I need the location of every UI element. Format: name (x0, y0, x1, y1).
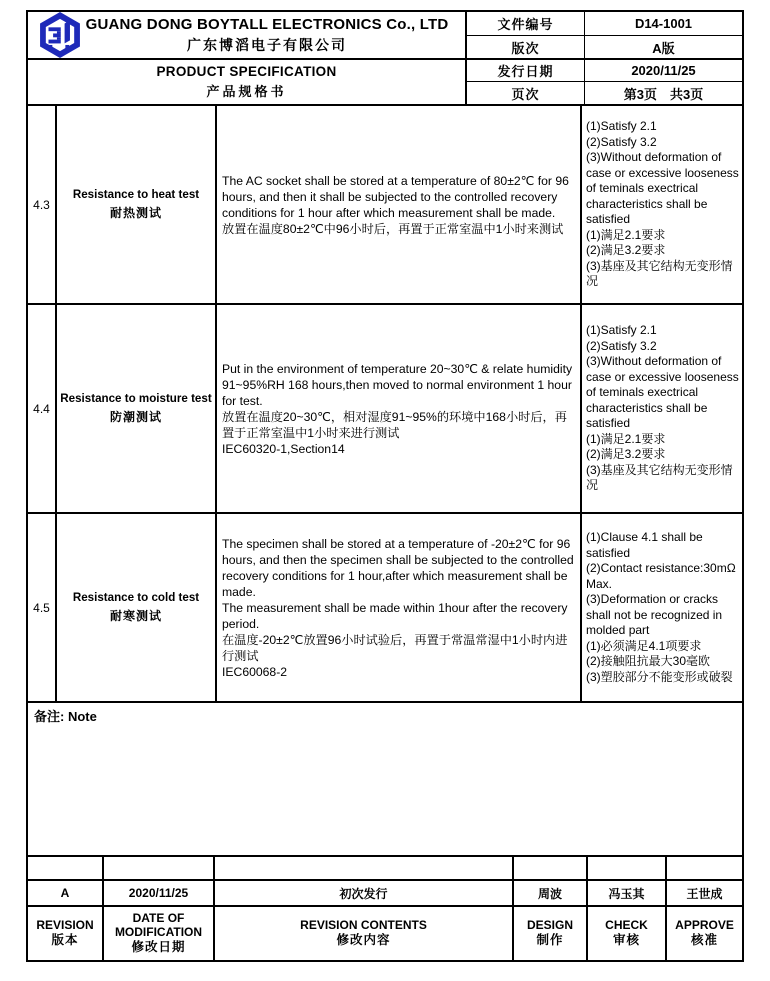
criteria-line: (1)满足2.1要求 (586, 431, 666, 446)
test-name-cn: 耐寒测试 (109, 609, 162, 623)
test-name-cn: 防潮测试 (109, 410, 162, 424)
criteria-line: (3)Deformation or cracks shall not be recognized in molded part (586, 592, 723, 637)
test-no: 4.5 (28, 512, 55, 701)
revision-cell (665, 857, 742, 879)
criteria-line: (1)Clause 4.1 shall be satisfied (586, 530, 703, 560)
revision-header-date (102, 905, 213, 960)
revision-cell (512, 857, 586, 879)
criteria-line: (3)Without deformation of case or excessive looseness of teminals exectrical characteristics shall be satisfied (586, 354, 739, 431)
test-description (215, 512, 580, 701)
criteria-line: (1)Satisfy 2.1 (586, 119, 657, 134)
criteria-line: (3)基座及其它结构无变形情况 (586, 462, 733, 493)
test-criteria (580, 106, 742, 303)
test-name-en: Resistance to moisture test (60, 392, 212, 405)
document-title-en: PRODUCT SPECIFICATION (156, 64, 337, 79)
revision-header-en: DESIGN (526, 917, 573, 932)
test-description (215, 303, 580, 512)
revision-contents: 初次发行 (213, 879, 512, 905)
document-frame (26, 10, 744, 962)
revision-table (28, 857, 742, 960)
revision-cell (102, 857, 213, 879)
test-name (55, 512, 215, 701)
company-logo-icon (37, 12, 83, 58)
field-label-page-number: 页次 (465, 81, 584, 104)
document-title-cn: 产品规格书 (206, 84, 287, 99)
document-header (28, 12, 742, 106)
description-line: The measurement shall be made within 1hour after the recovery period. (222, 600, 568, 631)
revision-header-check (586, 905, 665, 960)
revision-design: 周波 (512, 879, 586, 905)
field-value-page-number: 第3页 共3页 (584, 81, 742, 104)
company-block (28, 12, 465, 58)
test-description (215, 106, 580, 303)
revision-cell (213, 857, 512, 879)
revision-header-approve (665, 905, 742, 960)
document-title-block (28, 58, 465, 104)
revision-check: 冯玉其 (586, 879, 665, 905)
field-label-issue-date: 发行日期 (465, 58, 584, 81)
criteria-line: (1)Satisfy 2.1 (586, 323, 657, 338)
test-name (55, 303, 215, 512)
criteria-line: (3)基座及其它结构无变形情况 (586, 258, 733, 289)
revision-header-cn: 核准 (690, 933, 718, 948)
criteria-line: (1)必须满足4.1项要求 (586, 638, 702, 653)
criteria-line: (2)Contact resistance:30mΩ Max. (586, 561, 736, 591)
criteria-line: (1)满足2.1要求 (586, 227, 666, 242)
criteria-line: (2)接触阻抗最大30毫欧 (586, 654, 711, 668)
test-no: 4.4 (28, 303, 55, 512)
revision-header-contents (213, 905, 512, 960)
criteria-line: (2)满足3.2要求 (586, 243, 666, 258)
test-no: 4.3 (33, 197, 50, 212)
field-label-edition: 版次 (465, 35, 584, 58)
test-name (55, 106, 215, 303)
test-criteria (580, 512, 742, 701)
test-name-en: Resistance to heat test (72, 188, 200, 201)
description-line: IEC60320-1,Section14 (222, 441, 345, 456)
revision-header-design (512, 905, 586, 960)
description-line: 放置在温度20~30℃，相对湿度91~95%的环境中168小时后，再置于正常室温中1小时来进行测试 (222, 409, 567, 440)
company-name-cn: 广东博滔电子有限公司 (187, 36, 347, 53)
criteria-line: (3)Without deformation of case or excessive looseness of teminals exectrical characteristics shall be satisfied (586, 150, 739, 227)
revision-cell (586, 857, 665, 879)
criteria-line: (2)Satisfy 3.2 (586, 134, 657, 149)
note-section (28, 703, 742, 857)
criteria-line: (2)满足3.2要求 (586, 447, 666, 462)
field-value-issue-date: 2020/11/25 (584, 58, 742, 81)
test-criteria (580, 303, 742, 512)
test-name-cn: 耐热测试 (109, 206, 162, 220)
revision-header-cn: 审核 (612, 933, 640, 948)
revision-header-revision (28, 905, 102, 960)
cube-logo-svg (37, 12, 83, 58)
revision-header-cn: 修改内容 (336, 933, 391, 948)
revision-date: 2020/11/25 (102, 879, 213, 905)
revision-rev: A (28, 879, 102, 905)
criteria-line: (2)Satisfy 3.2 (586, 338, 657, 353)
description-line: IEC60068-2 (222, 664, 288, 679)
revision-header-cn: 版本 (51, 933, 79, 948)
field-label-doc-number: 文件编号 (465, 12, 584, 35)
revision-approve: 王世成 (665, 879, 742, 905)
description-line: Put in the environment of temperature 20~30℃ & relate humidity 91~95%RH 168 hours,then moved to normal environment 1 hour for test. (222, 361, 573, 408)
field-value-edition: A版 (584, 35, 742, 58)
revision-header-cn: 制作 (536, 933, 564, 948)
description-line: 在温度-20±2℃放置96小时试验后，再置于常温常湿中1小时内进行测试 (222, 632, 568, 663)
test-name-en: Resistance to cold test (72, 591, 200, 604)
revision-cell (28, 857, 102, 879)
field-value-doc-number: D14-1001 (584, 12, 742, 35)
description-line: The specimen shall be stored at a temperature of -20±2℃ for 96 hours, and then the specimen shall be subjected to the controlled recovery conditions for 1 hour,after which measurement shall be made. (222, 536, 574, 599)
test-spec-table (28, 106, 742, 703)
revision-header-cn: 修改日期 (131, 940, 186, 954)
criteria-line: (3)塑胶部分不能变形或破裂 (586, 669, 733, 684)
revision-header-en: REVISION CONTENTS (300, 917, 427, 932)
company-names (83, 16, 465, 55)
company-name-en: GUANG DONG BOYTALL ELECTRONICS Co., LTD (85, 15, 449, 33)
revision-header-en: APPROVE (675, 917, 734, 932)
note-label: 备注: Note (34, 709, 97, 724)
description-line: The AC socket shall be stored at a temperature of 80±2℃ for 96 hours, and then it shall be subjected to the controlled recovery conditions for 1 hour after which measurement shall be made. (222, 173, 569, 220)
description-line: 放置在温度80±2℃中96小时后，再置于正常室温中1小时来测试 (222, 221, 564, 236)
revision-header-en: DATE OF MODIFICATION (114, 911, 203, 939)
revision-header-en: CHECK (605, 917, 648, 932)
revision-header-en: REVISION (36, 917, 94, 932)
